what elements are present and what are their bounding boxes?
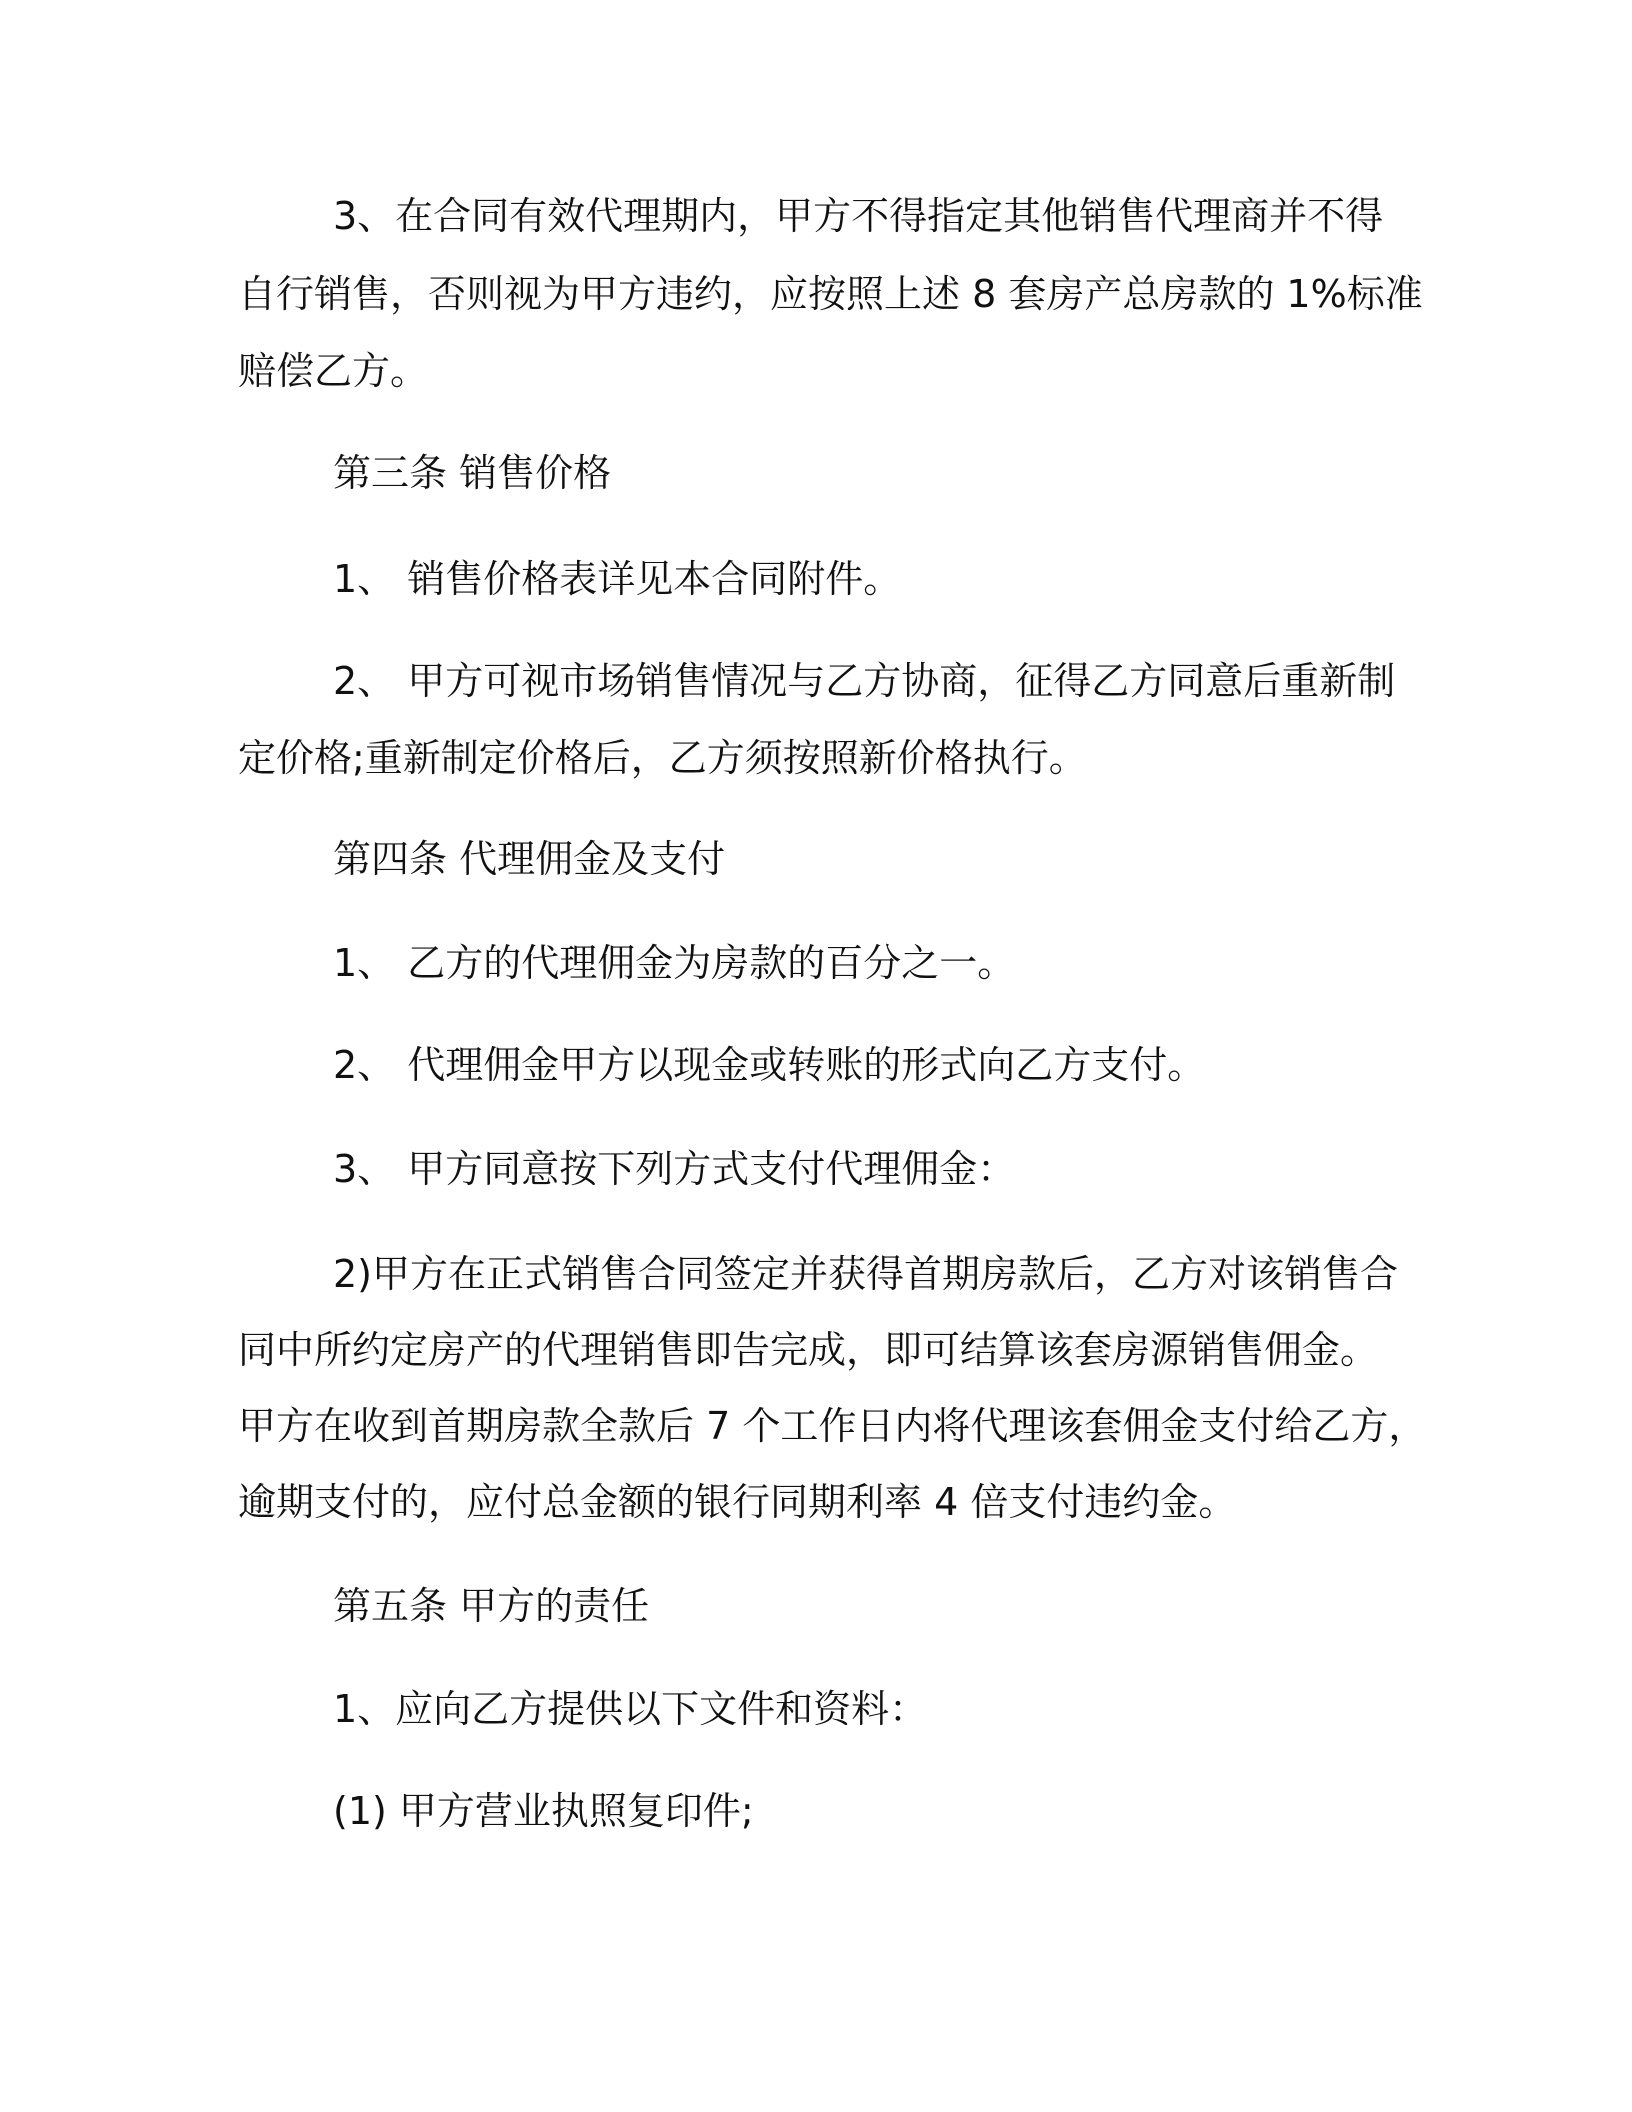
- article-4-item-2: 2、 代理佣金甲方以现金或转账的形式向乙方支付。: [333, 1043, 1206, 1087]
- article-5-heading: 第五条 甲方的责任: [333, 1584, 650, 1628]
- article-3-item-1: 1、 销售价格表详见本合同附件。: [333, 557, 902, 601]
- article-4-item-1: 1、 乙方的代理佣金为房款的百分之一。: [333, 941, 1016, 985]
- article-4-subitem-2-line-1: 2)甲方在正式销售合同签定并获得首期房款后，乙方对该销售合: [333, 1252, 1399, 1296]
- article-3-heading: 第三条 销售价格: [333, 451, 612, 495]
- clause-3-line-2: 自行销售，否则视为甲方违约，应按照上述 8 套房产总房款的 1%标准: [238, 272, 1423, 316]
- article-4-subitem-2-line-2: 同中所约定房产的代理销售即告完成，即可结算该套房源销售佣金。: [238, 1328, 1379, 1372]
- article-4-subitem-2-line-3: 甲方在收到首期房款全款后 7 个工作日内将代理该套佣金支付给乙方，: [238, 1404, 1427, 1448]
- clause-3-line-3: 赔偿乙方。: [238, 349, 429, 393]
- article-3-item-2-line-2: 定价格;重新制定价格后，乙方须按照新价格执行。: [238, 736, 1087, 780]
- article-5-item-1: 1、应向乙方提供以下文件和资料：: [333, 1687, 928, 1731]
- clause-3-line-1: 3、在合同有效代理期内，甲方不得指定其他销售代理商并不得: [333, 194, 1384, 238]
- article-4-heading: 第四条 代理佣金及支付: [333, 837, 726, 881]
- article-4-item-3: 3、 甲方同意按下列方式支付代理佣金：: [333, 1147, 1016, 1191]
- article-3-item-2-line-1: 2、 甲方可视市场销售情况与乙方协商，征得乙方同意后重新制: [333, 659, 1396, 703]
- article-5-subitem-1: (1) 甲方营业执照复印件;: [333, 1789, 754, 1833]
- article-4-subitem-2-line-4: 逾期支付的，应付总金额的银行同期利率 4 倍支付违约金。: [238, 1480, 1237, 1524]
